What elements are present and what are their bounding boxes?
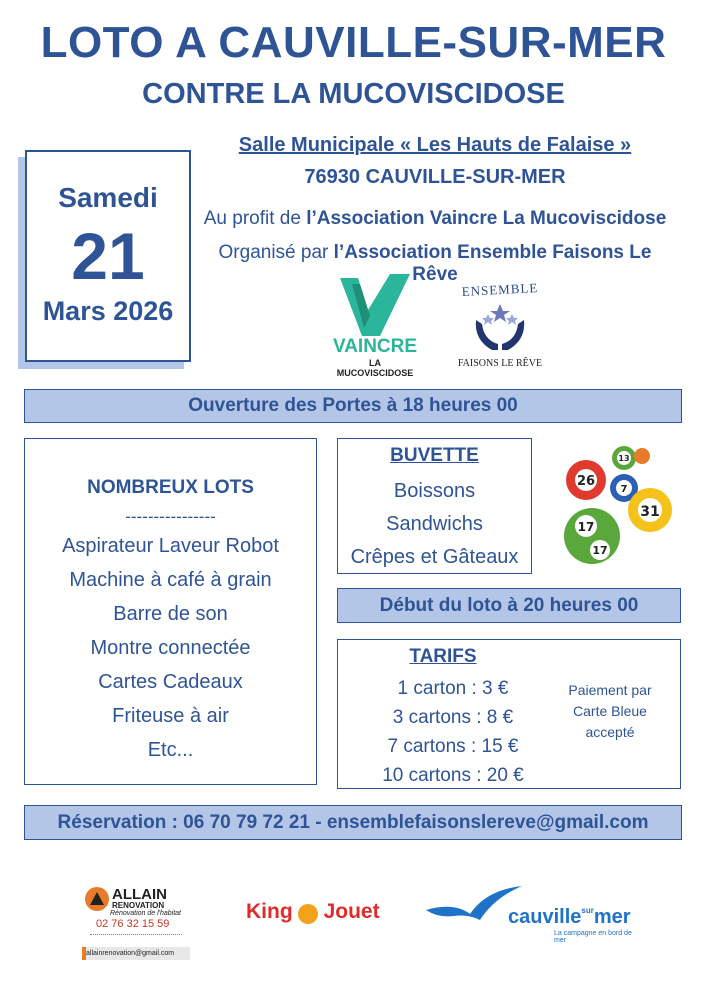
- ball-label: 7: [620, 484, 628, 495]
- organizer-prefix: Organisé par: [218, 242, 334, 263]
- allain-email: allainrenovation@gmail.com: [82, 947, 190, 960]
- ball-label: 17: [577, 520, 595, 534]
- page-title: LOTO A CAUVILLE-SUR-MER: [40, 18, 667, 67]
- lots-item: Friteuse à air: [112, 705, 229, 727]
- allain-sub: RENOVATION: [112, 901, 165, 910]
- date-day: Samedi: [58, 182, 158, 213]
- cauville-part2: mer: [593, 906, 631, 928]
- organizer-line: [200, 242, 670, 286]
- payment-line: Paiement par: [568, 682, 652, 698]
- ball-label: 26: [576, 474, 596, 489]
- vaincre-line2: LA MUCOVISCIDOSE: [336, 358, 414, 378]
- ensemble-bottom: FAISONS LE RÊVE: [457, 358, 543, 369]
- lots-item: Montre connectée: [90, 637, 251, 659]
- hands-stars-icon: [470, 300, 530, 352]
- organizer-org: l’Association Ensemble Faisons Le Rêve: [333, 242, 652, 285]
- king-jouet-logo: [246, 900, 396, 940]
- buvette-list: [338, 475, 531, 574]
- ensemble-logo: [450, 278, 550, 374]
- ball-26-icon: [566, 460, 606, 500]
- king-jouet-part1: King: [246, 900, 293, 923]
- vaincre-line1: VAINCRE: [332, 336, 418, 357]
- payment-line: Carte Bleue: [573, 703, 647, 719]
- date-box: [25, 150, 191, 362]
- small-ball-icon: [634, 448, 650, 464]
- ball-label: 13: [618, 454, 630, 463]
- lots-title: NOMBREUX LOTS: [87, 477, 254, 498]
- page-subtitle: CONTRE LA MUCOVISCIDOSE: [142, 78, 565, 110]
- allain-tag: Rénovation de l'habitat: [110, 910, 181, 917]
- ball-label: 31: [640, 504, 660, 520]
- cauville-part1: cauville: [508, 906, 582, 928]
- payment-line: accepté: [585, 724, 635, 740]
- benefit-prefix: Au profit de: [203, 208, 307, 229]
- vaincre-logo: [330, 270, 420, 378]
- venue-name: [200, 134, 670, 157]
- tarifs-title: TARIFS: [409, 646, 477, 667]
- buvette-item: Sandwichs: [386, 513, 483, 535]
- ball-label: 17: [592, 544, 608, 557]
- tarif-item: 3 cartons : 8 €: [392, 707, 514, 728]
- ball-17-icon: [564, 508, 620, 564]
- cauville-sur-mer-logo: [424, 884, 644, 944]
- ball-13-icon: [612, 446, 636, 470]
- lion-icon: [298, 904, 318, 924]
- bingo-balls-illustration: [558, 442, 678, 572]
- lots-divider: ----------------: [125, 507, 216, 526]
- benefit-org: l’Association Vaincre La Mucoviscidose: [306, 208, 667, 229]
- reservation-banner: Réservation : 06 70 79 72 21 - ensemblefaisonslereve@gmail.com: [24, 805, 682, 840]
- tarifs-box: [337, 639, 681, 789]
- lots-box: [24, 438, 317, 785]
- venue-name-text: Salle Municipale « Les Hauts de Falaise »: [238, 134, 632, 156]
- start-time-banner: Début du loto à 20 heures 00: [337, 588, 681, 623]
- ball-31-icon: [628, 488, 672, 532]
- lots-list: [25, 529, 316, 767]
- payment-note: [550, 680, 670, 743]
- buvette-title: BUVETTE: [390, 445, 479, 466]
- allain-name: ALLAIN: [112, 886, 167, 903]
- venue-city: 76930 CAUVILLE-SUR-MER: [304, 166, 566, 188]
- tarif-item: 1 carton : 3 €: [397, 678, 509, 699]
- tarif-item: 7 cartons : 15 €: [387, 736, 519, 757]
- allain-renovation-logo: [82, 884, 188, 964]
- buvette-box: [337, 438, 532, 574]
- tarifs-list: [348, 674, 558, 790]
- lots-item: Aspirateur Laveur Robot: [62, 535, 279, 557]
- king-jouet-part2: Jouet: [323, 900, 380, 923]
- date-number: 21: [71, 219, 145, 293]
- ensemble-top: ENSEMBLE: [461, 280, 539, 299]
- lots-item: Etc...: [147, 739, 194, 761]
- buvette-item: Crêpes et Gâteaux: [350, 546, 519, 568]
- doors-opening-banner: Ouverture des Portes à 18 heures 00: [24, 389, 682, 423]
- lots-item: Cartes Cadeaux: [98, 671, 243, 693]
- buvette-item: Boissons: [393, 480, 476, 502]
- benefit-line: [200, 208, 670, 230]
- lots-item: Barre de son: [113, 603, 228, 625]
- cauville-tagline: La campagne en bord de mer: [554, 930, 632, 944]
- vaincre-emblem-icon: [330, 270, 420, 340]
- cauville-sur: sur: [581, 906, 594, 915]
- tarif-item: 10 cartons : 20 €: [382, 765, 524, 786]
- cauville-wordmark: [508, 906, 631, 929]
- lots-item: Machine à café à grain: [69, 569, 272, 591]
- date-month: Mars 2026: [42, 296, 174, 326]
- allain-emblem-icon: [84, 886, 110, 912]
- allain-phone: 02 76 32 15 59: [96, 918, 170, 930]
- allain-divider: [90, 934, 182, 936]
